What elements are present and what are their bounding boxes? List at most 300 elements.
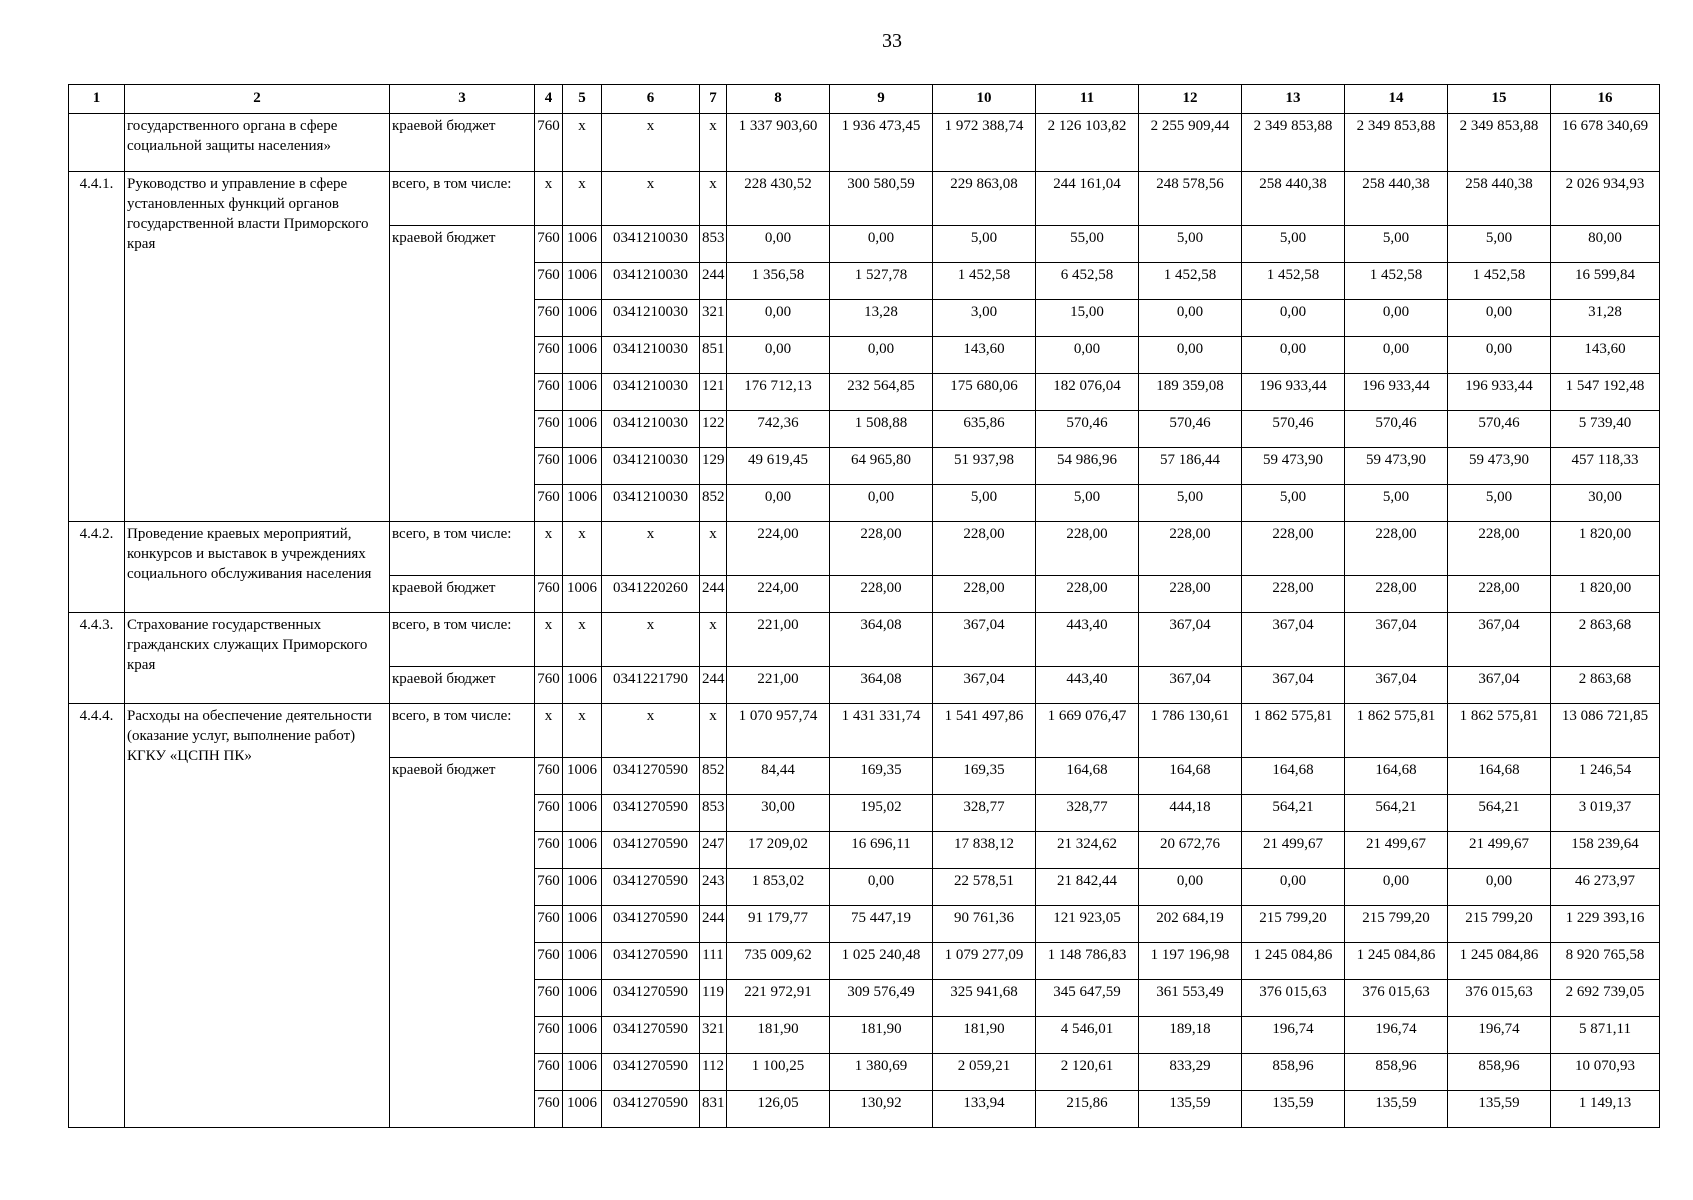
table-row — [69, 613, 1660, 667]
amount-cell: 228,00 — [1448, 522, 1551, 576]
code-vr: 119 — [700, 980, 727, 1017]
amount-cell: 16 678 340,69 — [1551, 114, 1660, 172]
amount-cell: 228,00 — [933, 576, 1036, 613]
item-name: Расходы на обеспечение деятельности (оказание услуг, выполнение работ) КГКУ «ЦСПН ПК» — [125, 704, 390, 1128]
amount-cell: 164,68 — [1139, 758, 1242, 795]
amount-cell: 5,00 — [933, 485, 1036, 522]
amount-cell: 0,00 — [1448, 869, 1551, 906]
amount-cell: 0,00 — [1036, 337, 1139, 374]
amount-cell: 196 933,44 — [1242, 374, 1345, 411]
amount-cell: 1 229 393,16 — [1551, 906, 1660, 943]
amount-cell: 1 025 240,48 — [830, 943, 933, 980]
amount-cell: 5,00 — [1036, 485, 1139, 522]
amount-cell: 361 553,49 — [1139, 980, 1242, 1017]
code-csr: x — [602, 613, 700, 667]
code-vr: 243 — [700, 869, 727, 906]
column-header: 12 — [1139, 85, 1242, 114]
amount-cell: 564,21 — [1242, 795, 1345, 832]
amount-cell: 0,00 — [1345, 337, 1448, 374]
amount-cell: 1 862 575,81 — [1345, 704, 1448, 758]
amount-cell: 564,21 — [1345, 795, 1448, 832]
amount-cell: 21 499,67 — [1242, 832, 1345, 869]
code-gr: 760 — [535, 1054, 563, 1091]
code-vr: x — [700, 114, 727, 172]
code-gr: 760 — [535, 337, 563, 374]
code-gr: 760 — [535, 226, 563, 263]
code-gr: x — [535, 172, 563, 226]
amount-cell: 228,00 — [1036, 576, 1139, 613]
amount-cell: 229 863,08 — [933, 172, 1036, 226]
column-header: 7 — [700, 85, 727, 114]
code-vr: 852 — [700, 485, 727, 522]
amount-cell: 2 349 853,88 — [1345, 114, 1448, 172]
amount-cell: 570,46 — [1448, 411, 1551, 448]
code-rzpr: 1006 — [563, 263, 602, 300]
amount-cell: 735 009,62 — [727, 943, 830, 980]
amount-cell: 367,04 — [1242, 613, 1345, 667]
amount-cell: 228,00 — [1345, 522, 1448, 576]
amount-cell: 328,77 — [933, 795, 1036, 832]
amount-cell: 564,21 — [1448, 795, 1551, 832]
funding-source: всего, в том числе: — [390, 522, 535, 576]
amount-cell: 367,04 — [1448, 613, 1551, 667]
code-csr: 0341210030 — [602, 300, 700, 337]
amount-cell: 64 965,80 — [830, 448, 933, 485]
amount-cell: 0,00 — [830, 226, 933, 263]
amount-cell: 0,00 — [727, 337, 830, 374]
amount-cell: 5,00 — [1345, 226, 1448, 263]
amount-cell: 169,35 — [933, 758, 1036, 795]
funding-source: краевой бюджет — [390, 576, 535, 613]
table-row — [69, 704, 1660, 758]
amount-cell: 80,00 — [1551, 226, 1660, 263]
code-csr: 0341221790 — [602, 667, 700, 704]
code-gr: 760 — [535, 943, 563, 980]
code-vr: 244 — [700, 667, 727, 704]
amount-cell: 258 440,38 — [1242, 172, 1345, 226]
amount-cell: 1 148 786,83 — [1036, 943, 1139, 980]
amount-cell: 300 580,59 — [830, 172, 933, 226]
amount-cell: 1 246,54 — [1551, 758, 1660, 795]
item-number: 4.4.3. — [69, 613, 125, 704]
amount-cell: 635,86 — [933, 411, 1036, 448]
code-gr: 760 — [535, 411, 563, 448]
amount-cell: 30,00 — [1551, 485, 1660, 522]
amount-cell: 0,00 — [1448, 300, 1551, 337]
amount-cell: 189,18 — [1139, 1017, 1242, 1054]
amount-cell: 221,00 — [727, 613, 830, 667]
amount-cell: 244 161,04 — [1036, 172, 1139, 226]
amount-cell: 228,00 — [1242, 522, 1345, 576]
amount-cell: 17 838,12 — [933, 832, 1036, 869]
code-csr: 0341210030 — [602, 226, 700, 263]
amount-cell: 228,00 — [1139, 522, 1242, 576]
column-header: 5 — [563, 85, 602, 114]
amount-cell: 1 452,58 — [1242, 263, 1345, 300]
code-csr: 0341270590 — [602, 1017, 700, 1054]
amount-cell: 364,08 — [830, 667, 933, 704]
amount-cell: 1 936 473,45 — [830, 114, 933, 172]
code-vr: 121 — [700, 374, 727, 411]
item-number — [69, 114, 125, 172]
amount-cell: 16 696,11 — [830, 832, 933, 869]
amount-cell: 5,00 — [1242, 485, 1345, 522]
item-number: 4.4.1. — [69, 172, 125, 522]
amount-cell: 0,00 — [1345, 300, 1448, 337]
code-gr: 760 — [535, 667, 563, 704]
amount-cell: 221 972,91 — [727, 980, 830, 1017]
amount-cell: 367,04 — [933, 613, 1036, 667]
amount-cell: 2 349 853,88 — [1242, 114, 1345, 172]
code-vr: x — [700, 613, 727, 667]
code-csr: 0341270590 — [602, 1054, 700, 1091]
amount-cell: 20 672,76 — [1139, 832, 1242, 869]
code-gr: 760 — [535, 1091, 563, 1128]
code-vr: 831 — [700, 1091, 727, 1128]
amount-cell: 46 273,97 — [1551, 869, 1660, 906]
amount-cell: 309 576,49 — [830, 980, 933, 1017]
amount-cell: 135,59 — [1448, 1091, 1551, 1128]
amount-cell: 8 920 765,58 — [1551, 943, 1660, 980]
amount-cell: 444,18 — [1139, 795, 1242, 832]
amount-cell: 345 647,59 — [1036, 980, 1139, 1017]
code-csr: 0341270590 — [602, 758, 700, 795]
amount-cell: 1 669 076,47 — [1036, 704, 1139, 758]
amount-cell: 181,90 — [830, 1017, 933, 1054]
code-rzpr: 1006 — [563, 411, 602, 448]
code-gr: 760 — [535, 832, 563, 869]
amount-cell: 858,96 — [1345, 1054, 1448, 1091]
amount-cell: 215 799,20 — [1345, 906, 1448, 943]
table-row — [69, 522, 1660, 576]
amount-cell: 1 452,58 — [1139, 263, 1242, 300]
code-rzpr: x — [563, 704, 602, 758]
amount-cell: 17 209,02 — [727, 832, 830, 869]
code-csr: 0341210030 — [602, 337, 700, 374]
amount-cell: 5 739,40 — [1551, 411, 1660, 448]
code-vr: 247 — [700, 832, 727, 869]
code-gr: 760 — [535, 980, 563, 1017]
code-gr: x — [535, 704, 563, 758]
amount-cell: 0,00 — [727, 485, 830, 522]
amount-cell: 13,28 — [830, 300, 933, 337]
code-gr: 760 — [535, 906, 563, 943]
amount-cell: 22 578,51 — [933, 869, 1036, 906]
amount-cell: 325 941,68 — [933, 980, 1036, 1017]
amount-cell: 21 499,67 — [1448, 832, 1551, 869]
amount-cell: 2 126 103,82 — [1036, 114, 1139, 172]
amount-cell: 0,00 — [1139, 300, 1242, 337]
amount-cell: 55,00 — [1036, 226, 1139, 263]
code-csr: 0341210030 — [602, 485, 700, 522]
code-gr: 760 — [535, 485, 563, 522]
amount-cell: 21 842,44 — [1036, 869, 1139, 906]
amount-cell: 1 541 497,86 — [933, 704, 1036, 758]
amount-cell: 367,04 — [1139, 667, 1242, 704]
code-rzpr: 1006 — [563, 980, 602, 1017]
amount-cell: 228,00 — [933, 522, 1036, 576]
code-rzpr: 1006 — [563, 226, 602, 263]
amount-cell: 376 015,63 — [1345, 980, 1448, 1017]
funding-source: краевой бюджет — [390, 114, 535, 172]
column-header: 3 — [390, 85, 535, 114]
amount-cell: 1 079 277,09 — [933, 943, 1036, 980]
amount-cell: 158 239,64 — [1551, 832, 1660, 869]
amount-cell: 1 786 130,61 — [1139, 704, 1242, 758]
code-rzpr: x — [563, 522, 602, 576]
amount-cell: 367,04 — [1242, 667, 1345, 704]
code-vr: 853 — [700, 226, 727, 263]
funding-source: краевой бюджет — [390, 758, 535, 1128]
amount-cell: 2 863,68 — [1551, 667, 1660, 704]
code-vr: 129 — [700, 448, 727, 485]
code-csr: 0341220260 — [602, 576, 700, 613]
amount-cell: 126,05 — [727, 1091, 830, 1128]
amount-cell: 570,46 — [1345, 411, 1448, 448]
amount-cell: 328,77 — [1036, 795, 1139, 832]
amount-cell: 1 245 084,86 — [1345, 943, 1448, 980]
amount-cell: 164,68 — [1036, 758, 1139, 795]
amount-cell: 121 923,05 — [1036, 906, 1139, 943]
amount-cell: 13 086 721,85 — [1551, 704, 1660, 758]
code-csr: 0341270590 — [602, 795, 700, 832]
page-number: 33 — [882, 30, 902, 52]
amount-cell: 248 578,56 — [1139, 172, 1242, 226]
item-number: 4.4.4. — [69, 704, 125, 1128]
amount-cell: 2 059,21 — [933, 1054, 1036, 1091]
amount-cell: 135,59 — [1139, 1091, 1242, 1128]
amount-cell: 196,74 — [1345, 1017, 1448, 1054]
code-rzpr: 1006 — [563, 337, 602, 374]
code-vr: 321 — [700, 300, 727, 337]
amount-cell: 1 862 575,81 — [1242, 704, 1345, 758]
budget-table — [68, 84, 1660, 1128]
amount-cell: 1 197 196,98 — [1139, 943, 1242, 980]
amount-cell: 1 452,58 — [933, 263, 1036, 300]
amount-cell: 1 820,00 — [1551, 576, 1660, 613]
code-rzpr: 1006 — [563, 667, 602, 704]
amount-cell: 833,29 — [1139, 1054, 1242, 1091]
amount-cell: 570,46 — [1036, 411, 1139, 448]
item-number: 4.4.2. — [69, 522, 125, 613]
amount-cell: 189 359,08 — [1139, 374, 1242, 411]
code-csr: x — [602, 172, 700, 226]
code-csr: 0341270590 — [602, 832, 700, 869]
item-name: государственного органа в сфере социальной защиты населения» — [125, 114, 390, 172]
amount-cell: 443,40 — [1036, 613, 1139, 667]
code-vr: 321 — [700, 1017, 727, 1054]
code-csr: x — [602, 522, 700, 576]
code-rzpr: 1006 — [563, 576, 602, 613]
amount-cell: 228,00 — [1448, 576, 1551, 613]
code-rzpr: x — [563, 114, 602, 172]
amount-cell: 1 547 192,48 — [1551, 374, 1660, 411]
amount-cell: 91 179,77 — [727, 906, 830, 943]
code-csr: 0341270590 — [602, 943, 700, 980]
amount-cell: 215 799,20 — [1242, 906, 1345, 943]
amount-cell: 215,86 — [1036, 1091, 1139, 1128]
amount-cell: 258 440,38 — [1448, 172, 1551, 226]
code-rzpr: x — [563, 613, 602, 667]
amount-cell: 195,02 — [830, 795, 933, 832]
amount-cell: 367,04 — [1345, 667, 1448, 704]
amount-cell: 228,00 — [830, 576, 933, 613]
table-row — [69, 114, 1660, 172]
amount-cell: 1 356,58 — [727, 263, 830, 300]
amount-cell: 164,68 — [1345, 758, 1448, 795]
code-vr: 112 — [700, 1054, 727, 1091]
code-vr: 244 — [700, 906, 727, 943]
code-csr: x — [602, 114, 700, 172]
amount-cell: 570,46 — [1139, 411, 1242, 448]
amount-cell: 133,94 — [933, 1091, 1036, 1128]
code-rzpr: 1006 — [563, 1017, 602, 1054]
amount-cell: 196 933,44 — [1448, 374, 1551, 411]
amount-cell: 858,96 — [1242, 1054, 1345, 1091]
code-vr: 111 — [700, 943, 727, 980]
amount-cell: 5,00 — [1448, 226, 1551, 263]
amount-cell: 1 862 575,81 — [1448, 704, 1551, 758]
amount-cell: 0,00 — [1139, 869, 1242, 906]
code-rzpr: 1006 — [563, 795, 602, 832]
amount-cell: 2 863,68 — [1551, 613, 1660, 667]
code-csr: 0341210030 — [602, 263, 700, 300]
amount-cell: 5,00 — [1139, 226, 1242, 263]
amount-cell: 228,00 — [830, 522, 933, 576]
amount-cell: 1 070 957,74 — [727, 704, 830, 758]
amount-cell: 51 937,98 — [933, 448, 1036, 485]
code-gr: 760 — [535, 263, 563, 300]
amount-cell: 3 019,37 — [1551, 795, 1660, 832]
amount-cell: 54 986,96 — [1036, 448, 1139, 485]
code-rzpr: 1006 — [563, 448, 602, 485]
code-gr: 760 — [535, 300, 563, 337]
code-rzpr: 1006 — [563, 1091, 602, 1128]
amount-cell: 59 473,90 — [1448, 448, 1551, 485]
amount-cell: 5 871,11 — [1551, 1017, 1660, 1054]
funding-source: краевой бюджет — [390, 667, 535, 704]
amount-cell: 0,00 — [1139, 337, 1242, 374]
code-rzpr: 1006 — [563, 374, 602, 411]
code-gr: 760 — [535, 869, 563, 906]
code-vr: 122 — [700, 411, 727, 448]
amount-cell: 1 245 084,86 — [1242, 943, 1345, 980]
amount-cell: 30,00 — [727, 795, 830, 832]
amount-cell: 0,00 — [1242, 337, 1345, 374]
amount-cell: 196,74 — [1448, 1017, 1551, 1054]
code-csr: 0341270590 — [602, 1091, 700, 1128]
amount-cell: 1 972 388,74 — [933, 114, 1036, 172]
amount-cell: 164,68 — [1242, 758, 1345, 795]
amount-cell: 742,36 — [727, 411, 830, 448]
code-csr: 0341210030 — [602, 448, 700, 485]
amount-cell: 5,00 — [1345, 485, 1448, 522]
code-gr: 760 — [535, 114, 563, 172]
amount-cell: 367,04 — [1139, 613, 1242, 667]
amount-cell: 858,96 — [1448, 1054, 1551, 1091]
amount-cell: 215 799,20 — [1448, 906, 1551, 943]
amount-cell: 2 026 934,93 — [1551, 172, 1660, 226]
funding-source: краевой бюджет — [390, 226, 535, 522]
amount-cell: 1 337 903,60 — [727, 114, 830, 172]
amount-cell: 57 186,44 — [1139, 448, 1242, 485]
amount-cell: 5,00 — [933, 226, 1036, 263]
amount-cell: 5,00 — [1242, 226, 1345, 263]
code-rzpr: 1006 — [563, 485, 602, 522]
amount-cell: 31,28 — [1551, 300, 1660, 337]
amount-cell: 0,00 — [1242, 300, 1345, 337]
amount-cell: 202 684,19 — [1139, 906, 1242, 943]
amount-cell: 0,00 — [830, 869, 933, 906]
amount-cell: 1 452,58 — [1345, 263, 1448, 300]
amount-cell: 143,60 — [933, 337, 1036, 374]
code-vr: x — [700, 704, 727, 758]
amount-cell: 3,00 — [933, 300, 1036, 337]
amount-cell: 181,90 — [933, 1017, 1036, 1054]
amount-cell: 5,00 — [1448, 485, 1551, 522]
amount-cell: 59 473,90 — [1345, 448, 1448, 485]
amount-cell: 2 692 739,05 — [1551, 980, 1660, 1017]
amount-cell: 1 508,88 — [830, 411, 933, 448]
amount-cell: 175 680,06 — [933, 374, 1036, 411]
table-body — [69, 114, 1660, 1128]
amount-cell: 443,40 — [1036, 667, 1139, 704]
amount-cell: 221,00 — [727, 667, 830, 704]
amount-cell: 84,44 — [727, 758, 830, 795]
amount-cell: 181,90 — [727, 1017, 830, 1054]
amount-cell: 367,04 — [933, 667, 1036, 704]
amount-cell: 5,00 — [1139, 485, 1242, 522]
amount-cell: 196 933,44 — [1345, 374, 1448, 411]
column-header: 10 — [933, 85, 1036, 114]
column-header: 14 — [1345, 85, 1448, 114]
code-rzpr: 1006 — [563, 758, 602, 795]
amount-cell: 1 100,25 — [727, 1054, 830, 1091]
code-csr: 0341210030 — [602, 374, 700, 411]
code-gr: 760 — [535, 448, 563, 485]
amount-cell: 457 118,33 — [1551, 448, 1660, 485]
amount-cell: 16 599,84 — [1551, 263, 1660, 300]
amount-cell: 376 015,63 — [1448, 980, 1551, 1017]
amount-cell: 6 452,58 — [1036, 263, 1139, 300]
column-header: 8 — [727, 85, 830, 114]
amount-cell: 1 452,58 — [1448, 263, 1551, 300]
amount-cell: 228,00 — [1242, 576, 1345, 613]
amount-cell: 4 546,01 — [1036, 1017, 1139, 1054]
amount-cell: 258 440,38 — [1345, 172, 1448, 226]
amount-cell: 135,59 — [1242, 1091, 1345, 1128]
amount-cell: 15,00 — [1036, 300, 1139, 337]
amount-cell: 364,08 — [830, 613, 933, 667]
amount-cell: 1 820,00 — [1551, 522, 1660, 576]
amount-cell: 224,00 — [727, 522, 830, 576]
code-gr: x — [535, 522, 563, 576]
code-rzpr: 1006 — [563, 1054, 602, 1091]
code-csr: 0341210030 — [602, 411, 700, 448]
amount-cell: 1 149,13 — [1551, 1091, 1660, 1128]
item-name: Страхование государственных гражданских служащих Приморского края — [125, 613, 390, 704]
amount-cell: 169,35 — [830, 758, 933, 795]
code-rzpr: 1006 — [563, 869, 602, 906]
amount-cell: 21 324,62 — [1036, 832, 1139, 869]
amount-cell: 228,00 — [1139, 576, 1242, 613]
code-vr: 851 — [700, 337, 727, 374]
amount-cell: 182 076,04 — [1036, 374, 1139, 411]
column-header: 6 — [602, 85, 700, 114]
amount-cell: 0,00 — [1242, 869, 1345, 906]
amount-cell: 10 070,93 — [1551, 1054, 1660, 1091]
column-header: 9 — [830, 85, 933, 114]
